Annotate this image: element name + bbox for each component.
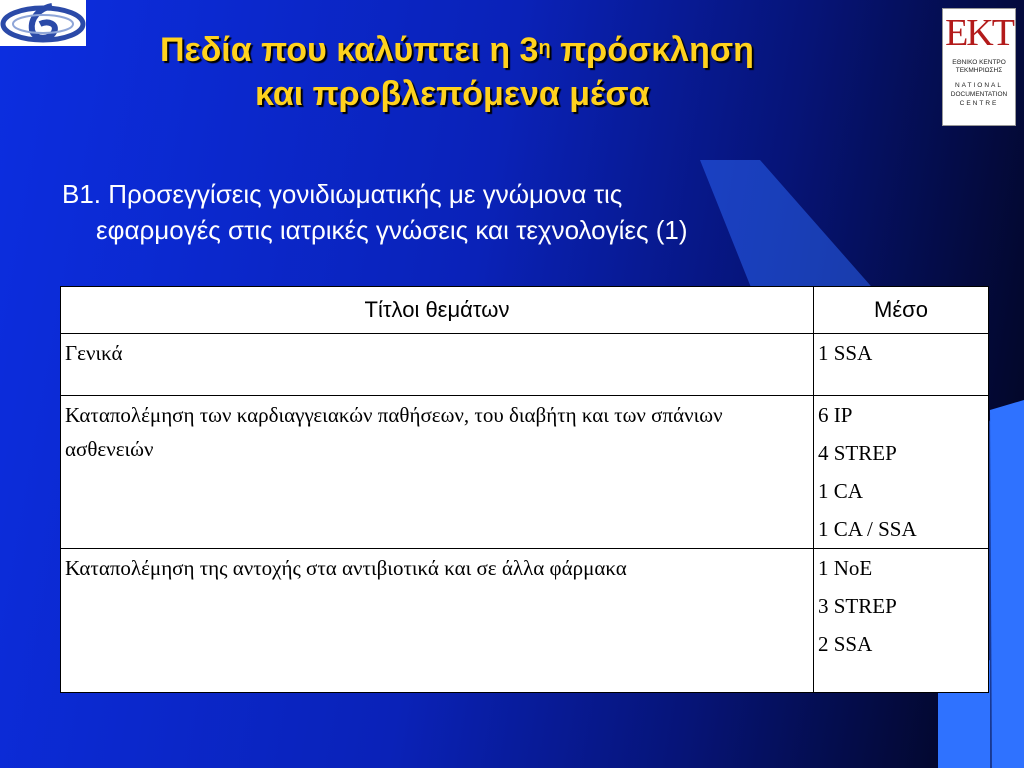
header-topics: Τίτλοι θεμάτων [61, 287, 814, 334]
ekt-logo [942, 8, 1016, 126]
means-item: 3 STREP [818, 594, 897, 618]
bullet-line2: εφαρμογές στις ιατρικές γνώσεις και τεχνολογίες (1) [96, 215, 688, 245]
ekt-logo-en-2: DOCUMENTATION [950, 91, 1008, 98]
row-topic: Καταπολέμηση των καρδιαγγειακών παθήσεων, του διαβήτη και των σπάνιων ασθενειών [61, 396, 814, 549]
title-superscript: η [538, 37, 551, 59]
fp6-logo-icon [0, 0, 86, 46]
means-item: 6 IP [818, 403, 853, 427]
means-item: 1 CA [818, 479, 863, 503]
means-item: 1 NoE [818, 556, 873, 580]
row-topic: Καταπολέμηση της αντοχής στα αντιβιοτικά και σε άλλα φάρμακα [61, 549, 814, 693]
title-line1: Πεδία που καλύπτει η 3 [160, 31, 539, 69]
bullet-line1: B1. Προσεγγίσεις γονιδιωματικής με γνώμονα τις [62, 179, 623, 209]
means-item: 1 CA / SSA [818, 517, 917, 541]
topics-table [60, 286, 989, 693]
slide-title [160, 28, 950, 116]
ekt-logo-en-3: CENTRE [959, 100, 999, 107]
table-row [61, 396, 989, 549]
table-header-row [61, 287, 989, 334]
table-row [61, 334, 989, 396]
header-means: Μέσο [814, 287, 989, 334]
row-topic: Γενικά [61, 334, 814, 396]
row-means [814, 396, 989, 549]
row-means [814, 549, 989, 693]
ekt-logo-greek-1: ΕΘΝΙΚΟ ΚΕΝΤΡΟ [952, 59, 1006, 66]
ekt-logo-en-1: NATIONAL [954, 82, 1004, 89]
ekt-logo-letters: EKT [945, 12, 1013, 54]
means-item: 4 STREP [818, 441, 897, 465]
means-item: 1 SSA [818, 341, 873, 365]
title-line1-end: πρόσκληση [550, 31, 754, 69]
table-row [61, 549, 989, 693]
row-means [814, 334, 989, 396]
ekt-logo-greek-2: ΤΕΚΜΗΡΙΩΣΗΣ [955, 67, 1003, 74]
bullet-text [62, 176, 962, 248]
means-item: 2 SSA [818, 632, 873, 656]
title-line2: και προβλεπόμενα μέσα [255, 75, 650, 113]
